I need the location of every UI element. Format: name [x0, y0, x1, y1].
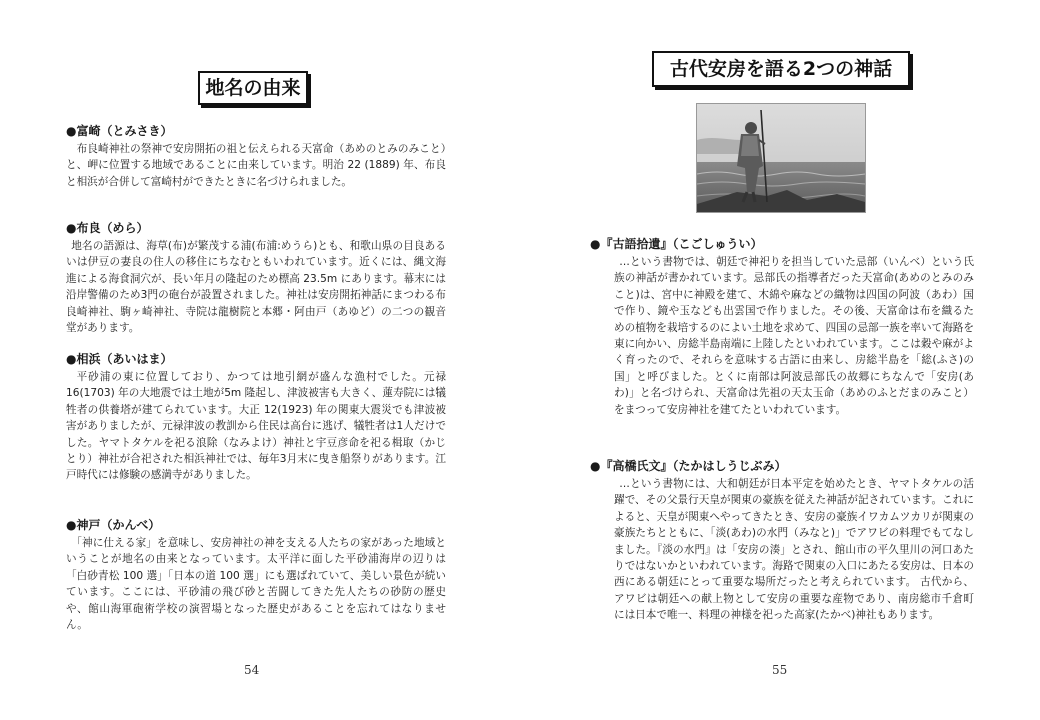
section-kanbe — [66, 516, 446, 633]
section-heading: ●神戸（かんべ） — [66, 518, 161, 532]
section-body: …という書物では、朝廷で神祀りを担当していた忌部（いんべ）という氏族の神話が書かれています。忌部氏の指導者だった天富命(あめのとみのみこと)は、宮中に神殿を建て、木綿や麻などの織物は四国の阿波（あわ）国で作り、鏡や玉なども出雲国で作りました。その後、天富命は布を織るための植物を栽培するのによい土地を求めて、四国の忌部一族を率いて海路を東に向かい、房総半島南端に上陸したといわれています。ここは穀や麻がよく育ったので、それらを意味する古語に由来し、房総半島を「総(ふさ)の国」と呼びました。とくに南部は阿波忌部氏の故郷にちなんで「安房(あわ)」と名づけられ、天富命は先祖の天太玉命（あめのふとだまのみこと）をまつって安房神社を建てたといわれています。 — [614, 256, 974, 416]
page-number: 54 — [244, 663, 260, 677]
section-tomisaki — [66, 122, 446, 190]
section-body: 地名の語源は、海草(布)が繁茂する浦(布浦:めうら)とも、和歌山県の目良あるいは伊豆の妻良の住人の移住にちなむともいわれています。近くには、縄文海進による海食洞穴が、長い年月の隆起のため標高 23.5m にあります。幕末には沿岸警備のため3門の砲台が設置されました。神社は安房開拓神話にまつわる布良崎神社、駒ヶ崎神社、寺院は龍樹院と本郷・阿由戸（あゆど）の二つの観音堂があります。 — [66, 240, 446, 335]
section-heading: ●『高橋氏文』（たかはしうじぶみ） — [590, 459, 787, 473]
right-page — [520, 0, 1040, 720]
section-body: …という書物には、大和朝廷が日本平定を始めたとき、ヤマトタケルの活躍で、その父景行天皇が関東の豪族を従えた神話が記されています。これによると、天皇が関東へやってきたとき、安房の豪族イワカムツカリが関東の豪族たちとともに、「淡(あわ)の水門（みなと)」でアワビの料理でもてなしました。『淡の水門』は「安房の湊」とされ、館山市の平久里川の河口あたりではないかといわれています。海路で関東の入口にあたる安房は、日本の西にある朝廷にとって重要な場所だったと考えられています。 古代から、アワビは朝廷への献上物として安房の重要な産物であり、南房総市千倉町には日本で唯一、料理の神様を祀った高家(たかべ)神社もあります。 — [614, 478, 974, 622]
section-heading: ●布良（めら） — [66, 221, 149, 235]
section-takahashi-ujibumi — [590, 457, 974, 624]
section-mera — [66, 219, 446, 336]
section-heading: ●相浜（あいはま） — [66, 352, 173, 366]
section-heading: ●富崎（とみさき） — [66, 124, 173, 138]
section-body: 平砂浦の東に位置しており、かつては地引網が盛んな漁村でした。元禄 16(1703) 年の大地震では土地が5m 隆起し、津波被害も大きく、蓮寿院には犠牲者の供養塔が建てられています。大正 12(1923) 年の関東大震災でも津波被害がありましたが、元禄津波の教訓から住民は高台に逃げ、犠牲者は1人だけでした。ヤマトタケルを祀る浪除（なみよけ）神社と宇豆彦命を祀る楫取（かじとり）神社が合祀された相浜神社では、毎年3月末に曳き船祭りがあります。江戸時代には修験の感満寺がありました。 — [66, 371, 446, 482]
section-body: 「神に仕える家」を意味し、安房神社の神を支える人たちの家があった地域ということが地名の由来となっています。太平洋に面した平砂浦海岸の辺りは「白砂青松 100 選」「日本の道 100 選」にも選ばれていて、美しい景色が続いています。ここには、平砂浦の飛び砂と苦闘してきた先人たちの砂防の歴史や、館山海軍砲術学校の演習場となった歴史があることを忘れてはなりません。 — [66, 537, 446, 632]
page-title: 古代安房を語る2つの神話 — [652, 51, 910, 87]
section-heading: ●『古語拾遺』（こごしゅうい） — [590, 237, 763, 251]
section-aihama — [66, 350, 446, 484]
page-number: 55 — [772, 663, 788, 677]
section-body: 布良崎神社の祭神で安房開拓の祖と伝えられる天富命（あめのとみのみこと）と、岬に位置する地域であることに由来しています。明治 22 (1889) 年、布良と相浜が合併して富崎村ができたときに名づけられました。 — [66, 143, 446, 188]
section-kogoshui — [590, 235, 974, 418]
illustration-figure-on-shore — [696, 103, 866, 213]
page-title: 地名の由来 — [198, 71, 308, 105]
